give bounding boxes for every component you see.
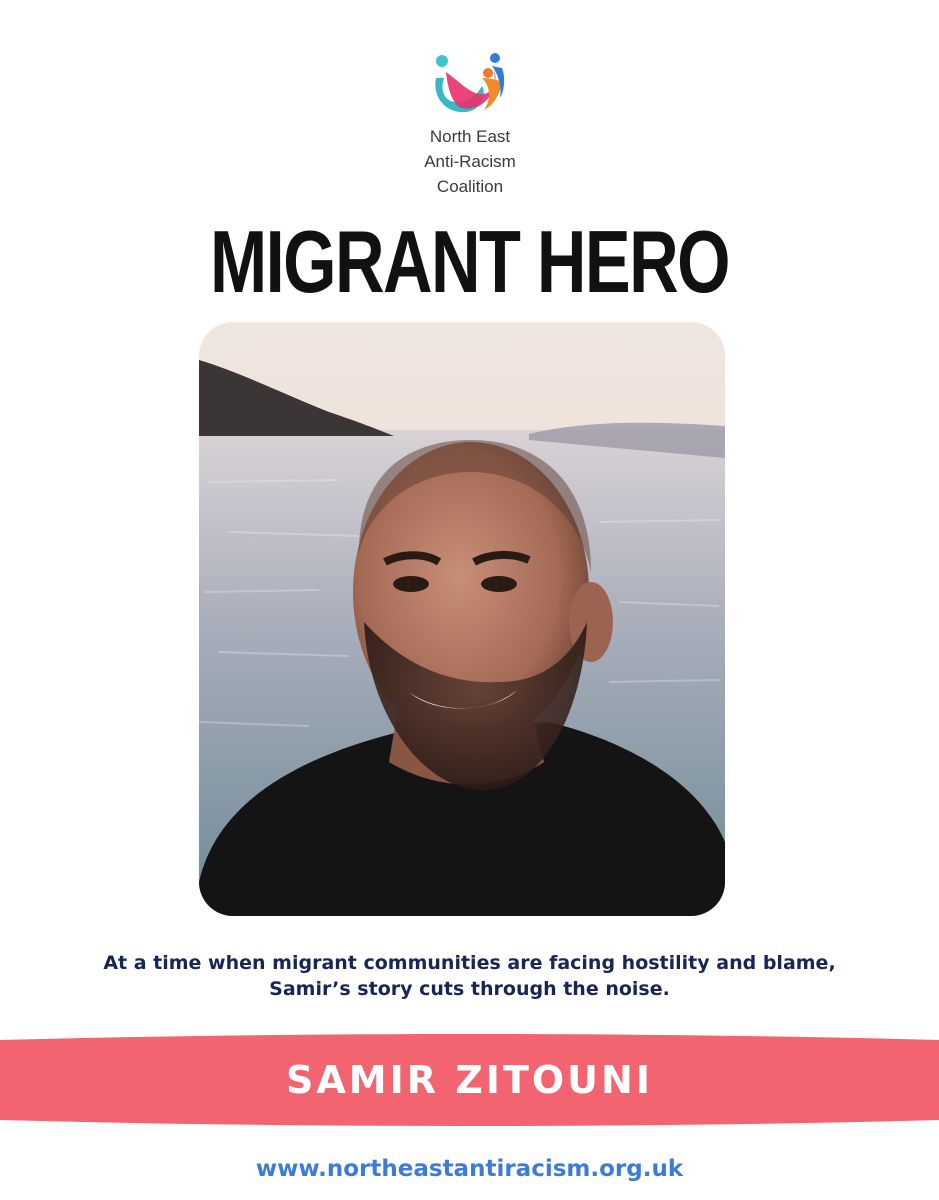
organization-name-line: Anti-Racism [424,152,516,171]
organization-name-line: Coalition [436,177,504,196]
website-link[interactable]: www.northeastantiracism.org.uk [255,1156,684,1182]
hero-name: SAMIR ZITOUNI [286,1058,653,1102]
portrait-photo [199,322,725,916]
name-banner [0,1034,939,1126]
people-ribbon-logo-icon [432,52,508,120]
coalition-logo [432,52,508,120]
intro-text: At a time when migrant communities are facing hostility and blame, Samir’s story cuts through the noise. [103,952,836,1000]
portrait-illustration [199,322,725,916]
page-title: MIGRANT HERO [210,212,729,311]
organization-name-line: North East [429,127,511,146]
organization-name [370,124,570,199]
